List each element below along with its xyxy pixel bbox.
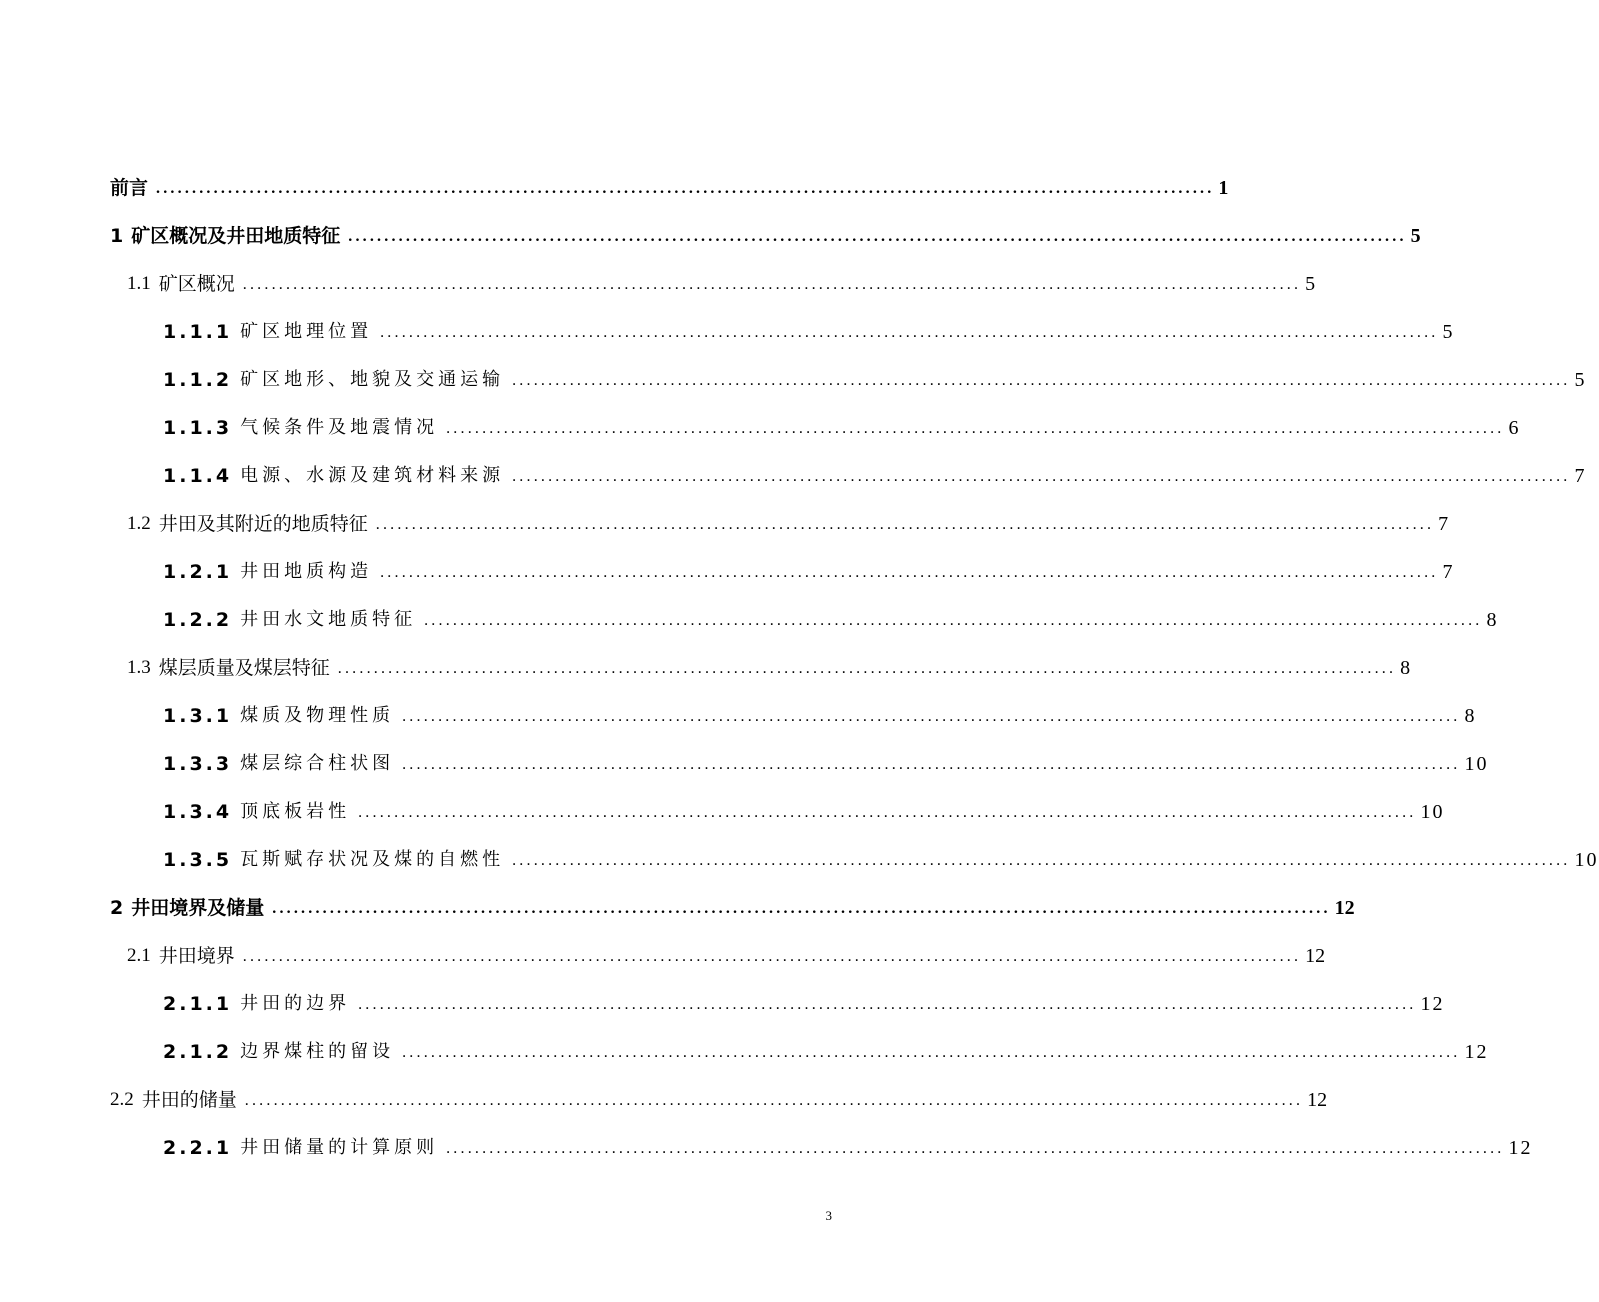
toc-entry[interactable] bbox=[163, 794, 1445, 824]
toc-entry-page: 7 bbox=[1574, 465, 1587, 487]
toc-entry-title: 气候条件及地震情况 bbox=[240, 417, 439, 438]
toc-entry-title: 电源、水源及建筑材料来源 bbox=[240, 465, 505, 486]
toc-entry-number: 1.1.2 bbox=[163, 369, 233, 391]
toc-entry-number: 2.2.1 bbox=[163, 1137, 233, 1159]
toc-entry-number: 1.1.3 bbox=[163, 417, 233, 439]
dot-leader: ................................................................................................................................................... bbox=[244, 1092, 1304, 1109]
toc-entry-number: 2.1 bbox=[127, 945, 151, 966]
toc-entry-title: 矿区概况 bbox=[158, 273, 235, 295]
dot-leader: ................................................................................................................................................... bbox=[348, 228, 1407, 245]
toc-entry[interactable] bbox=[127, 266, 1316, 296]
toc-entry-page: 10 bbox=[1464, 753, 1489, 775]
toc-entry-title: 井田地质构造 bbox=[240, 561, 373, 582]
toc-entry[interactable] bbox=[163, 602, 1499, 632]
dot-leader: ................................................................................................................................................... bbox=[512, 468, 1571, 485]
dot-leader: ................................................................................................................................................... bbox=[512, 852, 1571, 869]
toc-entry-number: 1.3 bbox=[127, 657, 151, 678]
toc-entry-page: 12 bbox=[1334, 897, 1355, 919]
toc-entry-number: 1.1.4 bbox=[163, 465, 233, 487]
toc-entry[interactable] bbox=[110, 1082, 1328, 1112]
toc-entry-page: 12 bbox=[1305, 945, 1326, 967]
dot-leader: ................................................................................................................................................... bbox=[156, 180, 1215, 197]
toc-entry[interactable] bbox=[163, 362, 1587, 392]
dot-leader: ................................................................................................................................................... bbox=[512, 372, 1571, 389]
toc-entry[interactable] bbox=[163, 410, 1521, 440]
toc-entry[interactable] bbox=[110, 890, 1355, 920]
toc-entry-title: 矿区地形、地貌及交通运输 bbox=[240, 369, 505, 390]
dot-leader: ................................................................................................................................................... bbox=[380, 564, 1439, 581]
toc-entry[interactable] bbox=[110, 218, 1421, 248]
toc-entry-page: 12 bbox=[1307, 1089, 1328, 1111]
dot-leader: ................................................................................................................................................... bbox=[424, 612, 1483, 629]
page-number: 3 bbox=[825, 1208, 832, 1223]
toc-entry-page: 12 bbox=[1508, 1137, 1533, 1159]
dot-leader: ................................................................................................................................................... bbox=[380, 324, 1439, 341]
dot-leader: ................................................................................................................................................... bbox=[375, 516, 1435, 533]
toc-entry[interactable] bbox=[127, 650, 1411, 680]
toc-entry-title: 煤层质量及煤层特征 bbox=[158, 657, 330, 679]
toc-entry-page: 8 bbox=[1400, 657, 1411, 679]
toc-entry-title: 矿区概况及井田地质特征 bbox=[131, 225, 341, 247]
toc-entry-page: 8 bbox=[1486, 609, 1499, 631]
toc-entry-number: 1.1.1 bbox=[163, 321, 233, 343]
toc-entry[interactable] bbox=[163, 1130, 1533, 1160]
toc-entry-title: 井田的储量 bbox=[141, 1089, 237, 1111]
toc-entry-page: 10 bbox=[1574, 849, 1599, 871]
toc-entry-title: 前言 bbox=[110, 177, 149, 199]
toc-entry-number: 1.2.2 bbox=[163, 609, 233, 631]
toc-entry-page: 12 bbox=[1420, 993, 1445, 1015]
toc-entry-title: 井田境界 bbox=[158, 945, 235, 967]
dot-leader: ................................................................................................................................................... bbox=[402, 756, 1461, 773]
toc-entry[interactable] bbox=[163, 554, 1455, 584]
toc-entry-title: 井田及其附近的地质特征 bbox=[158, 513, 368, 535]
toc-entry[interactable] bbox=[163, 698, 1477, 728]
toc-entry-title: 井田境界及储量 bbox=[131, 897, 265, 919]
toc-entry-title: 煤层综合柱状图 bbox=[240, 753, 395, 774]
dot-leader: ................................................................................................................................................... bbox=[358, 804, 1417, 821]
toc-entry[interactable] bbox=[163, 458, 1587, 488]
toc-entry[interactable] bbox=[127, 938, 1326, 968]
toc-entry[interactable] bbox=[163, 1034, 1489, 1064]
toc-entry-title: 矿区地理位置 bbox=[240, 321, 373, 342]
toc-entry-page: 10 bbox=[1420, 801, 1445, 823]
dot-leader: ................................................................................................................................................... bbox=[446, 420, 1505, 437]
toc-entry-number: 1.3.5 bbox=[163, 849, 233, 871]
dot-leader: ................................................................................................................................................... bbox=[358, 996, 1417, 1013]
dot-leader: ................................................................................................................................................... bbox=[272, 900, 1331, 917]
toc-entry-number: 1.3.1 bbox=[163, 705, 233, 727]
toc-entry-number: 2.1.2 bbox=[163, 1041, 233, 1063]
toc-entry-number: 1.3.4 bbox=[163, 801, 233, 823]
toc-entry-page: 7 bbox=[1438, 513, 1449, 535]
toc-entry-page: 5 bbox=[1574, 369, 1587, 391]
toc-entry-number: 1.3.3 bbox=[163, 753, 233, 775]
toc-entry[interactable] bbox=[163, 746, 1489, 776]
toc-entry-title: 边界煤柱的留设 bbox=[240, 1041, 395, 1062]
toc-entry[interactable] bbox=[163, 314, 1455, 344]
toc-entry-title: 瓦斯赋存状况及煤的自燃性 bbox=[240, 849, 505, 870]
toc-entry-page: 7 bbox=[1442, 561, 1455, 583]
toc-entry[interactable] bbox=[110, 170, 1229, 200]
toc-entry-number: 1 bbox=[110, 225, 124, 247]
toc-entry-page: 12 bbox=[1464, 1041, 1489, 1063]
dot-leader: ................................................................................................................................................... bbox=[446, 1140, 1505, 1157]
toc-entry-number: 1.2.1 bbox=[163, 561, 233, 583]
toc-entry-title: 井田的边界 bbox=[240, 993, 351, 1014]
toc-entry-page: 1 bbox=[1218, 177, 1229, 199]
toc-entry-page: 5 bbox=[1410, 225, 1421, 247]
toc-entry[interactable] bbox=[163, 986, 1445, 1016]
toc-entry-title: 井田水文地质特征 bbox=[240, 609, 417, 630]
toc-entry-number: 2.1.1 bbox=[163, 993, 233, 1015]
toc-entry-page: 6 bbox=[1508, 417, 1521, 439]
toc-entry-title: 煤质及物理性质 bbox=[240, 705, 395, 726]
toc-entry-number: 1.2 bbox=[127, 513, 151, 534]
dot-leader: ................................................................................................................................................... bbox=[402, 1044, 1461, 1061]
dot-leader: ................................................................................................................................................... bbox=[242, 276, 1302, 293]
toc-entry-number: 2.2 bbox=[110, 1089, 134, 1110]
toc-entry-number: 1.1 bbox=[127, 273, 151, 294]
toc-entry-page: 5 bbox=[1305, 273, 1316, 295]
toc-entry-page: 8 bbox=[1464, 705, 1477, 727]
toc-entry-title: 井田储量的计算原则 bbox=[240, 1137, 439, 1158]
dot-leader: ................................................................................................................................................... bbox=[242, 948, 1302, 965]
dot-leader: ................................................................................................................................................... bbox=[402, 708, 1461, 725]
toc-entry-title: 顶底板岩性 bbox=[240, 801, 351, 822]
toc-entry[interactable] bbox=[127, 506, 1449, 536]
toc-entry[interactable] bbox=[163, 842, 1599, 872]
dot-leader: ................................................................................................................................................... bbox=[337, 660, 1397, 677]
toc-entry-page: 5 bbox=[1442, 321, 1455, 343]
toc-entry-number: 2 bbox=[110, 897, 124, 919]
